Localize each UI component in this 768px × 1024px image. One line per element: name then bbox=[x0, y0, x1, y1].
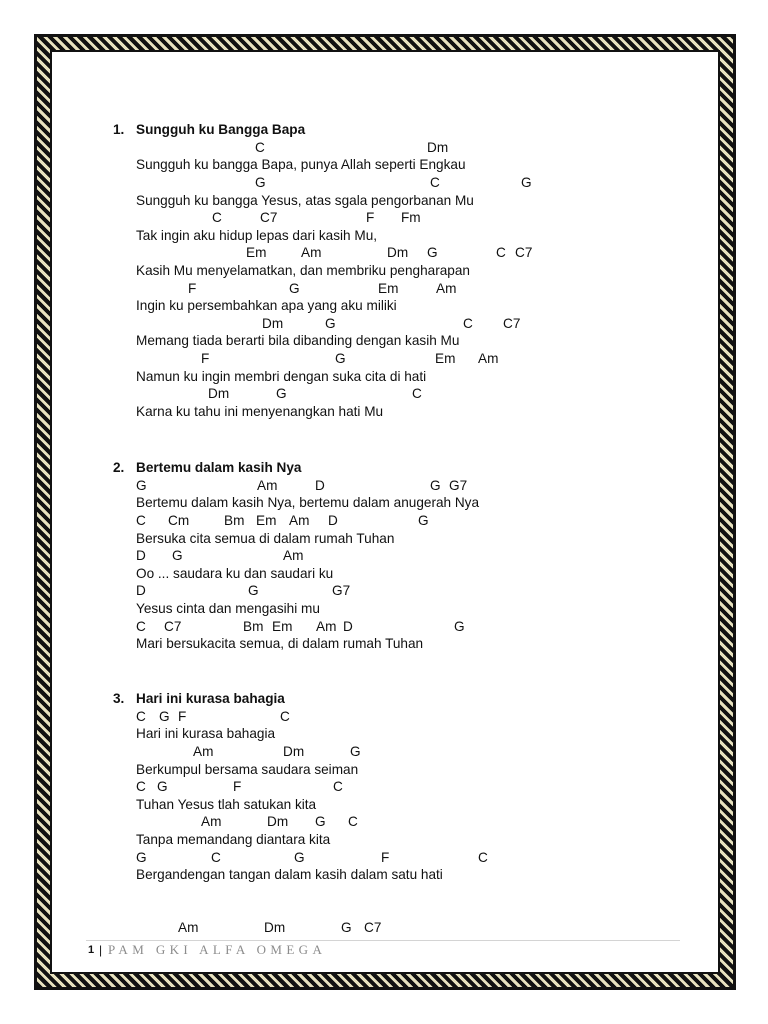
lyric-line: Kasih Mu menyelamatkan, dan membriku pengharapan bbox=[136, 262, 470, 278]
chord-symbol: Am bbox=[316, 618, 337, 634]
chord-symbol: Dm bbox=[283, 743, 305, 759]
chord-symbol: G7 bbox=[332, 583, 351, 599]
chord-symbol: G bbox=[315, 814, 326, 830]
chord-symbol: C7 bbox=[515, 245, 533, 261]
lyric-line: Tanpa memandang diantara kita bbox=[136, 831, 331, 847]
chord-symbol: Fm bbox=[401, 210, 421, 226]
chord-symbol: Dm bbox=[208, 386, 230, 402]
chord-symbol: G bbox=[172, 548, 183, 564]
chord-symbol: C bbox=[212, 210, 222, 226]
lyric-line: Tak ingin aku hidup lepas dari kasih Mu, bbox=[136, 227, 378, 243]
chord-symbol: G bbox=[418, 512, 429, 528]
chord-symbol: Am bbox=[289, 512, 310, 528]
chord-symbol: Am bbox=[201, 814, 222, 830]
chord-symbol: Am bbox=[283, 548, 304, 564]
chord-symbol: Am bbox=[193, 743, 214, 759]
chord-symbol: Em bbox=[378, 280, 399, 296]
lyric-line: Yesus cinta dan mengasihi mu bbox=[136, 600, 320, 616]
chord-symbol: C bbox=[333, 779, 343, 795]
lyric-line: Bersuka cita semua di dalam rumah Tuhan bbox=[136, 530, 395, 546]
chord-symbol: Em bbox=[246, 245, 267, 261]
song-number: 3. bbox=[113, 691, 125, 706]
chord-symbol: F bbox=[201, 350, 210, 366]
chord-symbol: Am bbox=[178, 919, 199, 935]
chord-symbol: G bbox=[335, 350, 346, 366]
chord-symbol: Cm bbox=[168, 512, 190, 528]
chord-symbol: Em bbox=[435, 350, 456, 366]
chord-symbol: Am bbox=[436, 280, 457, 296]
lyric-line: Bergandengan tangan dalam kasih dalam satu hati bbox=[136, 867, 443, 883]
footer-title: PAM GKI ALFA OMEGA bbox=[108, 942, 327, 957]
chord-symbol: Dm bbox=[267, 814, 289, 830]
chord-symbol: F bbox=[178, 708, 187, 724]
chord-symbol: C bbox=[136, 512, 146, 528]
chord-symbol: C7 bbox=[260, 210, 278, 226]
footer-page-number: 1 bbox=[88, 944, 95, 956]
lyric-line: Namun ku ingin membri dengan suka cita di hati bbox=[136, 368, 427, 384]
song-title: Bertemu dalam kasih Nya bbox=[136, 460, 302, 475]
chord-symbol: Dm bbox=[262, 315, 284, 331]
chord-symbol: G bbox=[136, 849, 147, 865]
chord-symbol: C bbox=[430, 174, 440, 190]
chord-symbol: D bbox=[315, 477, 325, 493]
chord-symbol: C bbox=[136, 779, 146, 795]
lyric-line: Hari ini kurasa bahagia bbox=[136, 726, 276, 742]
chord-symbol: G7 bbox=[449, 477, 468, 493]
chord-symbol: C bbox=[255, 139, 265, 155]
chord-symbol: G bbox=[136, 477, 147, 493]
chord-symbol: F bbox=[233, 779, 242, 795]
lyric-line: Karna ku tahu ini menyenangkan hati Mu bbox=[136, 403, 384, 419]
chord-symbol: D bbox=[328, 512, 338, 528]
song-number: 1. bbox=[113, 122, 125, 137]
song-title: Hari ini kurasa bahagia bbox=[136, 691, 285, 706]
chord-symbol: D bbox=[136, 548, 146, 564]
chord-symbol: D bbox=[136, 583, 146, 599]
chord-symbol: G bbox=[350, 743, 361, 759]
chord-symbol: Bm bbox=[243, 618, 264, 634]
chord-symbol: F bbox=[366, 210, 375, 226]
footer-divider bbox=[86, 940, 680, 941]
chord-symbol: G bbox=[276, 386, 287, 402]
chord-symbol: G bbox=[521, 174, 532, 190]
lyric-line: Sungguh ku bangga Bapa, punya Allah seperti Engkau bbox=[136, 157, 466, 173]
chord-symbol: Dm bbox=[387, 245, 409, 261]
chord-symbol: Dm bbox=[264, 919, 286, 935]
lyric-line: Ingin ku persembahkan apa yang aku miliki bbox=[136, 298, 397, 314]
chord-symbol: Em bbox=[256, 512, 277, 528]
lyric-line: Memang tiada berarti bila dibanding dengan kasih Mu bbox=[136, 333, 460, 349]
song-number: 2. bbox=[113, 460, 125, 475]
chord-symbol: Am bbox=[301, 245, 322, 261]
chord-symbol: G bbox=[427, 245, 438, 261]
chord-symbol: C bbox=[211, 849, 221, 865]
chord-symbol: D bbox=[343, 618, 353, 634]
chord-symbol: G bbox=[248, 583, 259, 599]
chord-symbol: G bbox=[289, 280, 300, 296]
chord-symbol: G bbox=[325, 315, 336, 331]
chord-symbol: C bbox=[496, 245, 506, 261]
chord-symbol: C bbox=[478, 849, 488, 865]
chord-symbol: C bbox=[348, 814, 358, 830]
lyric-line: Bertemu dalam kasih Nya, bertemu dalam anugerah Nya bbox=[136, 495, 480, 511]
lyric-line: Mari bersukacita semua, di dalam rumah Tuhan bbox=[136, 636, 424, 652]
chord-symbol: Em bbox=[272, 618, 293, 634]
song-title: Sungguh ku Bangga Bapa bbox=[136, 122, 306, 137]
chord-symbol: Bm bbox=[224, 512, 245, 528]
lyric-line: Oo ... saudara ku dan saudari ku bbox=[136, 565, 334, 581]
chord-symbol: G bbox=[341, 919, 352, 935]
chord-symbol: G bbox=[430, 477, 441, 493]
chord-symbol: F bbox=[381, 849, 390, 865]
chord-symbol: C7 bbox=[364, 919, 382, 935]
chord-symbol: C bbox=[280, 708, 290, 724]
lyric-line: Tuhan Yesus tlah satukan kita bbox=[136, 796, 317, 812]
chord-symbol: F bbox=[188, 280, 197, 296]
lyric-line: Berkumpul bersama saudara seiman bbox=[136, 761, 359, 777]
chord-symbol: C bbox=[463, 315, 473, 331]
chord-symbol: G bbox=[157, 779, 168, 795]
chord-symbol: C bbox=[136, 618, 146, 634]
chord-symbol: G bbox=[294, 849, 305, 865]
lyric-line: Sungguh ku bangga Yesus, atas sgala pengorbanan Mu bbox=[136, 192, 474, 208]
chord-symbol: Am bbox=[257, 477, 278, 493]
chord-symbol: Am bbox=[478, 350, 499, 366]
chord-symbol: G bbox=[454, 618, 465, 634]
chord-symbol: C bbox=[412, 386, 422, 402]
chord-symbol: C7 bbox=[164, 618, 182, 634]
chord-symbol: G bbox=[159, 708, 170, 724]
chord-symbol: G bbox=[255, 174, 266, 190]
chord-symbol: Dm bbox=[427, 139, 449, 155]
chord-symbol: C7 bbox=[503, 315, 521, 331]
chord-symbol: C bbox=[136, 708, 146, 724]
footer-separator: | bbox=[99, 943, 103, 957]
